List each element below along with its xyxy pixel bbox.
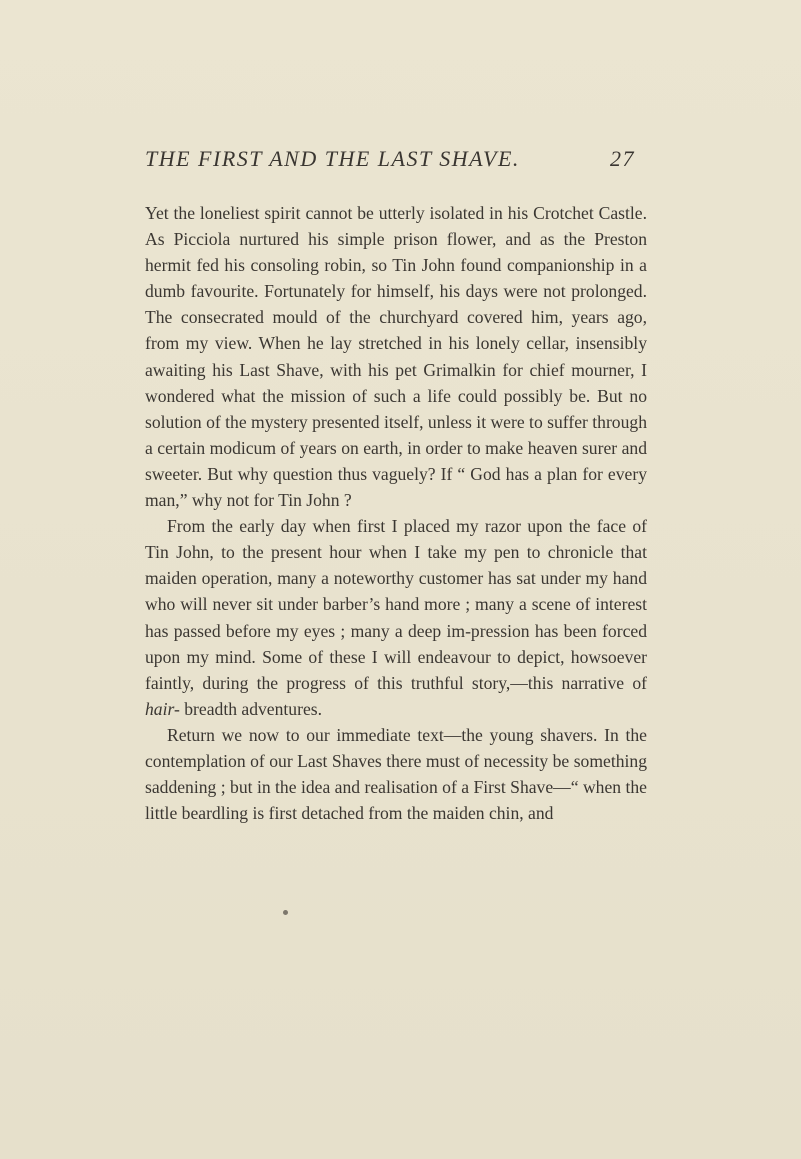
paragraph-2-tail: breadth adventures. — [184, 698, 323, 719]
paragraph-2-text: From the early day when first I placed my razor upon the face of Tin John, to the present hour when I take my pen to chronicle that maiden operation, many a noteworthy customer has sat under my hand who will never sit under barber’s hand more ; many a scene of interest has passed before my eyes ; many a deep im-pression has been forced upon my mind. Some of these I will endeavour to depict, howsoever faintly, during the progress of this truthful story,—this narrative of — [145, 516, 647, 693]
body-text — [145, 200, 647, 826]
page-number: 27 — [610, 146, 635, 171]
paragraph-1: Yet the loneliest spirit cannot be utterly isolated in his Crotchet Castle. As Picciola nurtured his simple prison flower, and as the Preston hermit fed his consoling robin, so Tin John found companionship in a dumb favourite. Fortunately for himself, his days were not prolonged. The consecrated mould of the churchyard covered him, years ago, from my view. When he lay stretched in his lonely cellar, insensibly awaiting his Last Shave, with his pet Grimalkin for chief mourner, I wondered what the mission of such a life could possibly be. But no solution of the mystery presented itself, unless it were to suffer through a certain modicum of years on earth, in order to make heaven surer and sweeter. But why question thus vaguely? If “ God has a plan for every man,” why not for Tin John ? — [145, 203, 647, 511]
paragraph-3: Return we now to our immediate text—the young shavers. In the contemplation of our Last Shaves there must of necessity be something saddening ; but in the idea and realisation of a First Shave—“ when the little beardling is first detached from the maiden chin, and — [145, 724, 647, 824]
italic-phrase: hair- — [145, 698, 180, 719]
running-head — [145, 146, 645, 172]
paragraph-2 — [145, 513, 647, 722]
running-head-title: THE FIRST AND THE LAST SHAVE. — [145, 146, 520, 171]
printer-mark — [283, 910, 288, 915]
